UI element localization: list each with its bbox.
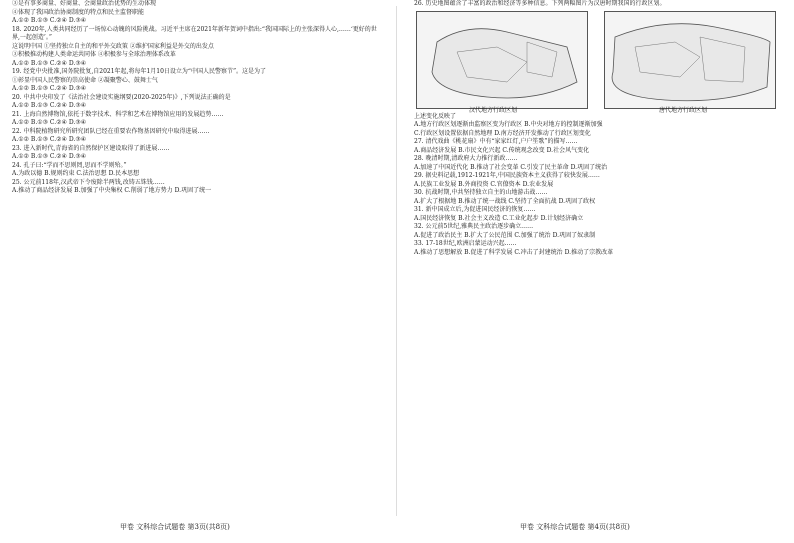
tang-map-drawing <box>605 12 775 108</box>
left-column <box>12 0 378 196</box>
left-line: A.①② B.①③ C.②④ D.③④ <box>12 136 87 143</box>
left-line: A.①② B.①③ C.②④ D.③④ <box>12 119 87 126</box>
right-line: 上述变化反映了 <box>414 112 457 120</box>
han-map-caption: 汉代地方行政区划 <box>469 106 518 114</box>
right-line: A.推动了思想解放 B.促进了科学发展 C.冲击了封建统治 D.推动了宗教改革 <box>414 248 614 256</box>
left-line: 21. 上海自然博物馆,依托于数字技术、科学和艺术在博物馆应用的发展趋势…… <box>12 110 224 118</box>
han-map-drawing <box>417 12 587 108</box>
tang-map-caption: 唐代地方行政区划 <box>659 106 708 114</box>
left-line: 18. 2020年,人类共同经历了一场惊心动魄的风险挑战。习近平主席在2021年新年贺词中指出:“我国国际上的主张深得人心,……‘更好的世界,一起创造’。” <box>12 25 377 41</box>
han-map <box>416 11 588 109</box>
right-line: 33. 17-18世纪,欧洲启蒙运动兴起…… <box>414 240 517 247</box>
right-line: 28. 晚清时期,清政府大力推行新政…… <box>414 155 518 162</box>
right-line: 31. 新中国成立后,为促进国民经济的恢复…… <box>414 206 536 213</box>
right-line: A.加速了中国近代化 B.推动了社会变革 C.引发了民主革命 D.巩固了统治 <box>414 163 608 171</box>
left-line: A.①② B.①③ C.②④ D.③④ <box>12 59 87 67</box>
left-line: ③积极推动构建人类命运共同体 ④积极参与全球治理体系改革 <box>12 51 176 58</box>
left-line: A.①② B.①③ C.②④ D.③④ <box>12 153 87 160</box>
right-line: A.扩大了根据地 B.推动了统一战线 C.坚持了全面抗战 D.巩固了政权 <box>414 197 596 205</box>
question-26: 26. 历史地图蕴含了丰富的政治和经济等多种信息。下列两幅图片为汉唐时期我国的行政区划。 <box>414 0 666 7</box>
left-line: 22. 中科院植物研究所研究团队已经在重要农作物基因研究中取得进展…… <box>12 127 210 135</box>
right-line: 30. 抗战时期,中共坚持独立自主的山地游击战…… <box>414 189 548 196</box>
left-line: ①彰显中国人民警察的崇高使命 ②凝聚警心、鼓舞士气 <box>12 76 158 84</box>
left-line: A.推动了商品经济发展 B.加强了中央集权 C.削弱了地方势力 D.巩固了统一 <box>12 187 212 194</box>
right-line: A.商品经济发展 B.市民文化兴起 C.传统观念改变 D.社会风气变化 <box>414 146 590 154</box>
right-line: 32. 公元前5世纪,雅典民主政治逐步确立…… <box>414 223 534 230</box>
right-line: A.民族工业发展 B.外商投资 C.官僚资本 D.农业发展 <box>414 180 554 188</box>
right-line: 29. 据史料记载,1912-1921年,中国民族资本主义获得了较快发展…… <box>414 172 600 179</box>
right-line: A.国民经济恢复 B.社会主义改造 C.工业化起步 D.计划经济确立 <box>414 214 584 222</box>
left-line: ④体现了我国政治协商制度的特点和民主监督职能 <box>12 8 145 16</box>
column-divider <box>396 6 397 516</box>
map-figures <box>414 11 780 114</box>
left-line: ③是有事多商量、好商量、会商量政治优势的生动体现 <box>12 0 157 7</box>
left-line: A.①② B.①③ C.②④ D.③④ <box>12 102 87 109</box>
left-line: 25. 公元前118年,汉武帝下令废除半两钱,改铸五铢钱…… <box>12 178 165 186</box>
left-line: A.①② B.①③ C.②④ D.③④ <box>12 85 87 92</box>
right-line: A.地方行政区划逐渐由监察区变为行政区 B.中央对地方的控制逐渐加强 <box>414 121 603 128</box>
right-line: 27. 清代戏曲《桃花扇》中有“家家红灯,户户笙歌”的描写…… <box>414 138 578 145</box>
right-column <box>414 0 780 257</box>
left-line: 19. 经党中央批准,国务院批复,自2021年起,将每年1月10日设立为“中国人民警察节”。这是为了 <box>12 68 267 75</box>
left-line: 20. 中共中央印发了《法治社会建设实施纲要(2020-2025年)》,下列说法正确的是 <box>12 93 231 101</box>
left-line: A.①② B.①③ C.②④ D.③④ <box>12 17 87 24</box>
page-footer-left: 甲卷 文科综合试题卷 第3页(共8页) <box>120 523 230 531</box>
right-line: A.促进了政治民主 B.扩大了公民范围 C.加强了统治 D.巩固了奴隶制 <box>414 231 596 239</box>
tang-map <box>604 11 776 109</box>
page-footer-right: 甲卷 文科综合试题卷 第4页(共8页) <box>520 523 630 531</box>
left-line: A.为政以德 B.规则约束 C.法治思想 D.民本思想 <box>12 170 140 177</box>
left-line: 这说明中国 ①坚持独立自主的和平外交政策 ②维护国家利益是外交的出发点 <box>12 42 214 50</box>
left-line: 24. 孔子曰:“学而不思则罔,思而不学则殆。” <box>12 161 127 169</box>
left-line: 23. 进入新时代,青海省的自然保护区建设取得了新进展…… <box>12 144 170 152</box>
right-line: C.行政区划设置依据自然地理 D.南方经济开发推动了行政区划变化 <box>414 129 591 137</box>
